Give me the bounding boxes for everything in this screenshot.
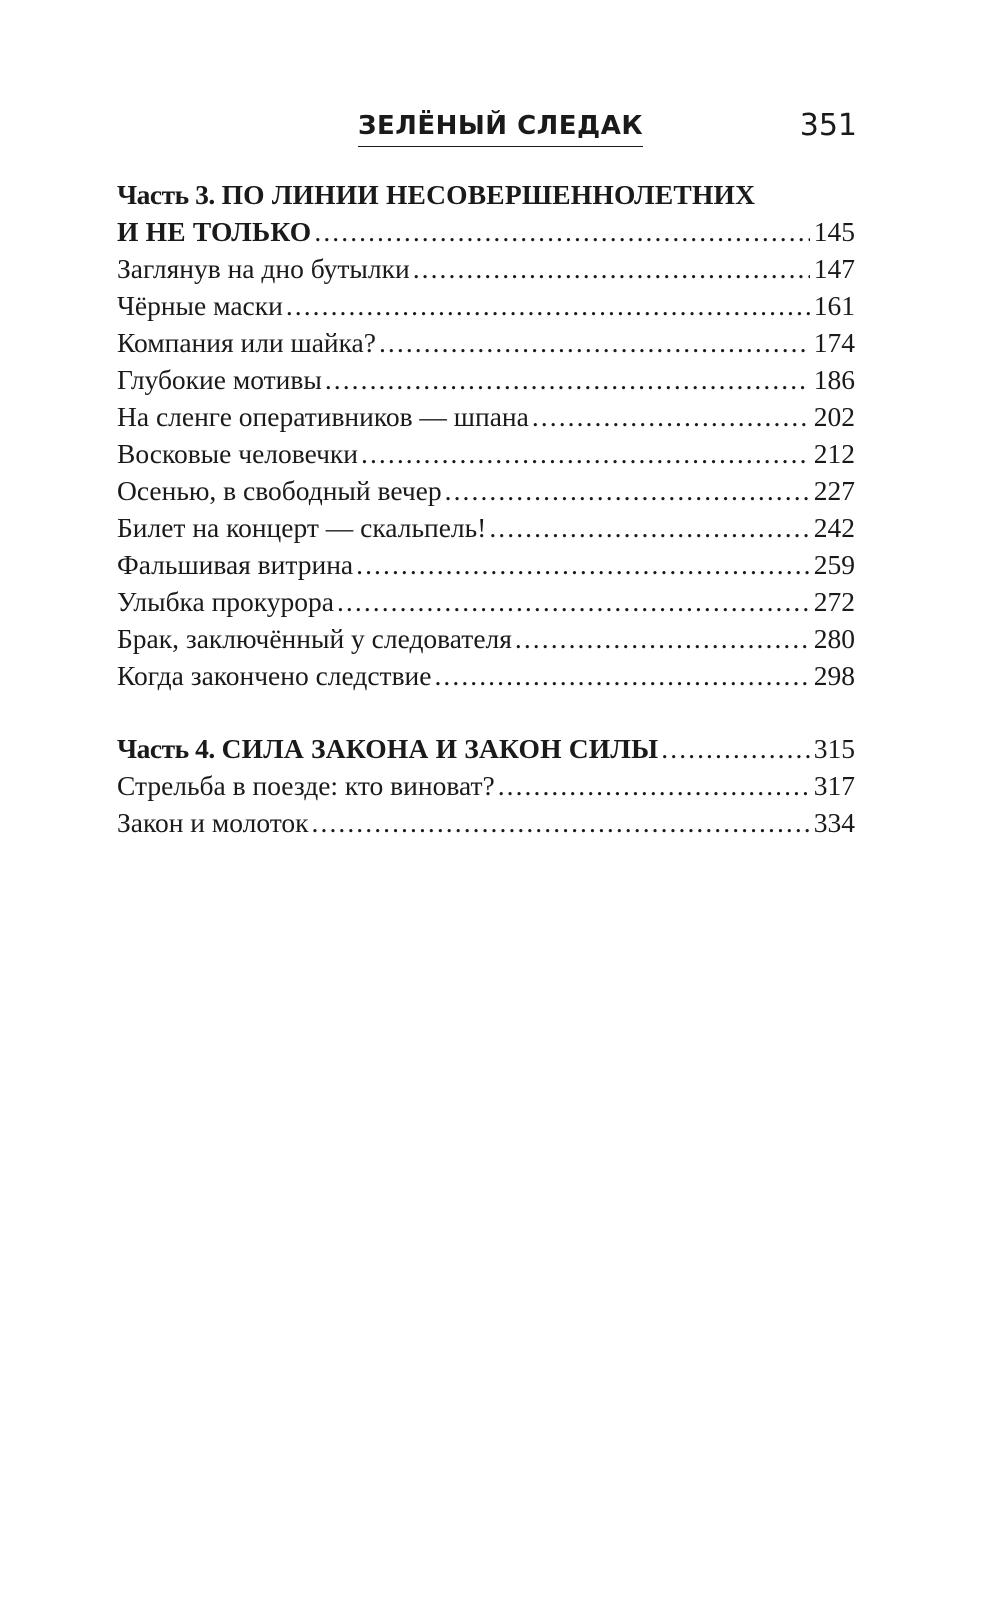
toc-entry-title: Стрельба в поезде: кто виноват?	[117, 770, 495, 801]
part-4-page: 315	[813, 733, 855, 764]
toc-entry	[117, 620, 855, 657]
toc-entry-title: Заглянув на дно бутылки	[117, 253, 410, 284]
toc-entry	[117, 546, 855, 583]
dot-leader	[434, 657, 809, 694]
toc-entry-title: Билет на концерт — скальпель!	[117, 512, 487, 543]
part-3-label: Часть 3.	[117, 179, 215, 210]
toc-entry-title: Когда закончено следствие	[117, 660, 432, 691]
toc-entry-page: 298	[813, 660, 855, 691]
toc-entry-title: Осенью, в свободный вечер	[117, 475, 442, 506]
toc-entry-page: 317	[813, 770, 855, 801]
toc-entry	[117, 472, 855, 509]
running-title: ЗЕЛЁНЫЙ СЛЕДАК	[358, 110, 643, 147]
dot-leader	[445, 472, 810, 509]
part-3-title-line1: ПО ЛИНИИ НЕСОВЕРШЕННОЛЕТНИХ	[221, 179, 756, 210]
part-4-entries	[117, 767, 855, 841]
part-spacer	[117, 694, 855, 730]
toc-entry-page: 202	[813, 401, 855, 432]
toc-entry	[117, 583, 855, 620]
part-3-title-line2: И НЕ ТОЛЬКО	[117, 216, 312, 247]
toc-entry	[117, 657, 855, 694]
toc-entry-page: 334	[813, 807, 855, 838]
toc-entry-page: 280	[813, 623, 855, 654]
toc-entry-page: 242	[813, 512, 855, 543]
running-head	[0, 104, 1000, 154]
toc-entry-page: 147	[813, 253, 855, 284]
page-number: 351	[799, 108, 857, 143]
toc-entry-page: 186	[813, 364, 855, 395]
toc-entry	[117, 361, 855, 398]
dot-leader	[413, 250, 810, 287]
dot-leader	[489, 509, 809, 546]
toc-entry	[117, 804, 855, 841]
toc-entry	[117, 250, 855, 287]
toc-entry	[117, 398, 855, 435]
toc-entry	[117, 509, 855, 546]
toc-entry-page: 161	[813, 290, 855, 321]
dot-leader	[314, 213, 809, 250]
toc-entry-title: Закон и молоток	[117, 807, 309, 838]
part-4-title: СИЛА ЗАКОНА И ЗАКОН СИЛЫ	[221, 733, 659, 764]
dot-leader	[312, 804, 810, 841]
table-of-contents	[117, 176, 855, 841]
part-3-page: 145	[813, 216, 855, 247]
dot-leader	[515, 620, 810, 657]
toc-entry-page: 259	[813, 549, 855, 580]
toc-entry-title: Восковые человечки	[117, 438, 359, 469]
dot-leader	[498, 767, 810, 804]
toc-entry	[117, 435, 855, 472]
dot-leader	[379, 324, 810, 361]
dot-leader	[661, 730, 809, 767]
dot-leader	[286, 287, 810, 324]
toc-entry-title: Компания или шайка?	[117, 327, 376, 358]
part-3-heading-line2	[117, 213, 855, 250]
toc-entry	[117, 324, 855, 361]
toc-entry-title: Фальшивая витрина	[117, 549, 354, 580]
toc-entry-title: На сленге оперативников — шпана	[117, 401, 529, 432]
toc-entry	[117, 287, 855, 324]
toc-entry-title: Брак, заключённый у следователя	[117, 623, 512, 654]
dot-leader	[337, 583, 810, 620]
dot-leader	[532, 398, 810, 435]
part-3-heading-line1	[117, 176, 855, 213]
dot-leader	[361, 435, 810, 472]
dot-leader	[325, 361, 810, 398]
toc-entry-page: 212	[813, 438, 855, 469]
toc-entry-title: Улыбка прокурора	[117, 586, 334, 617]
toc-entry-title: Глубокие мотивы	[117, 364, 322, 395]
part-4-heading	[117, 730, 855, 767]
part-3-entries	[117, 250, 855, 694]
toc-entry-page: 174	[813, 327, 855, 358]
part-4-label: Часть 4.	[117, 733, 215, 764]
dot-leader	[356, 546, 810, 583]
toc-entry-title: Чёрные маски	[117, 290, 283, 321]
toc-entry	[117, 767, 855, 804]
toc-entry-page: 227	[813, 475, 855, 506]
toc-entry-page: 272	[813, 586, 855, 617]
